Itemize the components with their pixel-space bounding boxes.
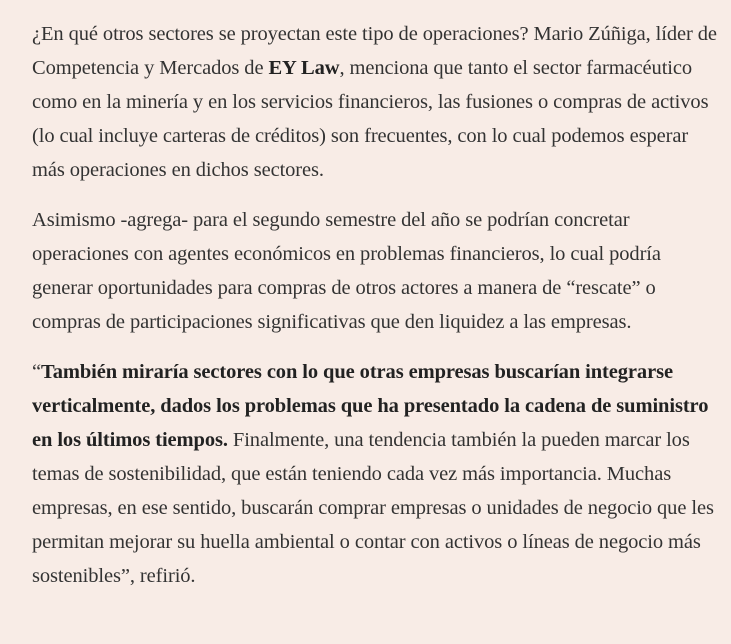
paragraph-second-semester <box>32 203 717 339</box>
quote-text-after: Finalmente, una tendencia también la pueden marcar los temas de sostenibilidad, que están teniendo cada vez más importancia. Muchas empresas, en ese sentido, buscarán comprar empresas o unidades de negocio que les permitan mejorar su huella ambiental o contar con activos o líneas de negocio más sostenibles”, refirió. <box>32 429 714 587</box>
quote-open-mark: “ <box>32 361 41 383</box>
quote-bold-text: También miraría sectores con lo que otras empresas buscarían integrarse verticalmente, dados los problemas que ha presentado la cadena de suministro en los últimos tiempos. <box>32 361 709 451</box>
ey-law-bold: EY Law <box>268 57 340 79</box>
paragraph-second-semester-text: Asimismo -agrega- para el segundo semestre del año se podrían concretar operaciones con agentes económicos en problemas financieros, lo cual podría generar oportunidades para compras de otros actores a manera de “rescate” o compras de participaciones significativas que den liquidez a las empresas. <box>32 209 661 333</box>
paragraph-sectors-text-after: , menciona que tanto el sector farmacéutico como en la minería y en los servicios financieros, las fusiones o compras de activos (lo cual incluye carteras de créditos) son frecuentes, con lo cual podemos esperar más operaciones en dichos sectores. <box>32 57 709 181</box>
paragraph-sectors-text-before: ¿En qué otros sectores se proyectan este tipo de operaciones? Mario Zúñiga, líder de Competencia y Mercados de <box>32 23 717 79</box>
paragraph-quote <box>32 355 717 593</box>
paragraph-sectors <box>32 17 717 187</box>
